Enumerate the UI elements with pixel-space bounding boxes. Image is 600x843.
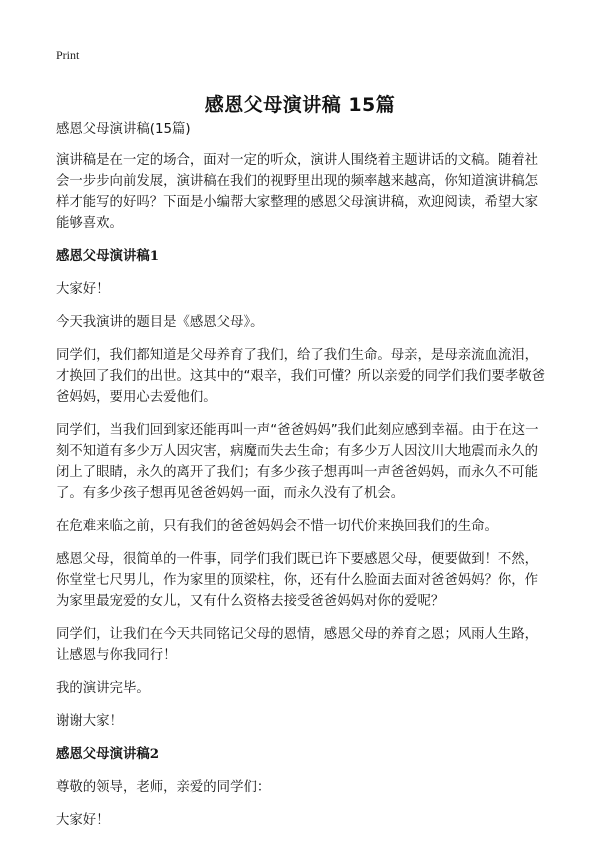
print-link[interactable]: Print <box>56 48 80 62</box>
paragraph: 感恩父母，很简单的一件事，同学们我们既已许下要感恩父母，便要做到！不然，你堂堂七尺男儿，作为家里的顶梁柱，你，还有什么脸面去面对爸爸妈妈？你，作为家里最宠爱的女儿，又有什么资格去接受爸爸妈妈对你的爱呢？ <box>56 552 539 609</box>
paragraph: 同学们，我们都知道是父母养育了我们，给了我们生命。母亲，是母亲流血流泪，才换回了我们的出世。这其中的“艰辛，我们可懂？所以亲爱的同学们我们要孝敬爸爸妈妈，要用心去爱他们。 <box>56 348 545 405</box>
speech-section-2 <box>56 744 546 831</box>
intro-paragraph: 演讲稿是在一定的场合，面对一定的听众，演讲人围绕着主题讲话的文稿。随着社会一步步向前发展，演讲稿在我们的视野里出现的频率越来越高，你知道演讲稿怎样才能写的好吗？下面是小编帮大家整理的感恩父母演讲稿，欢迎阅读，希望大家能够喜欢。 <box>56 153 539 231</box>
section-heading: 感恩父母演讲稿1 <box>56 248 160 264</box>
paragraph: 大家好！ <box>56 282 110 297</box>
paragraph: 我的演讲完毕。 <box>56 681 150 696</box>
document-title: 感恩父母演讲稿 15篇 <box>204 93 396 116</box>
document-body <box>56 119 546 843</box>
paragraph: 同学们，让我们在今天共同铭记父母的恩情，感恩父母的养育之恩；风雨人生路，让感恩与你我同行！ <box>56 627 539 663</box>
document-subtitle: 感恩父母演讲稿(15篇) <box>56 122 191 137</box>
speech-section-1 <box>56 246 546 732</box>
paragraph: 同学们，当我们回到家还能再叫一声“爸爸妈妈”我们此刻应感到幸福。由于在这一刻不知道有多少万人因灾害，病魔而失去生命；有多少万人因汶川大地震而永久的闭上了眼睛，永久的离开了我们；有多少孩子想再叫一声爸爸妈妈，而永久不可能了。有多少孩子想再见爸爸妈妈一面，而永久没有了机会。 <box>56 423 539 501</box>
section-heading: 感恩父母演讲稿2 <box>56 746 160 762</box>
paragraph: 大家好！ <box>56 813 110 828</box>
paragraph: 谢谢大家！ <box>56 714 123 729</box>
paragraph: 今天我演讲的题目是《感恩父母》。 <box>56 315 264 330</box>
paragraph: 在危难来临之前，只有我们的爸爸妈妈会不惜一切代价来换回我们的生命。 <box>56 519 498 534</box>
paragraph: 尊敬的领导，老师，亲爱的同学们： <box>56 780 271 795</box>
